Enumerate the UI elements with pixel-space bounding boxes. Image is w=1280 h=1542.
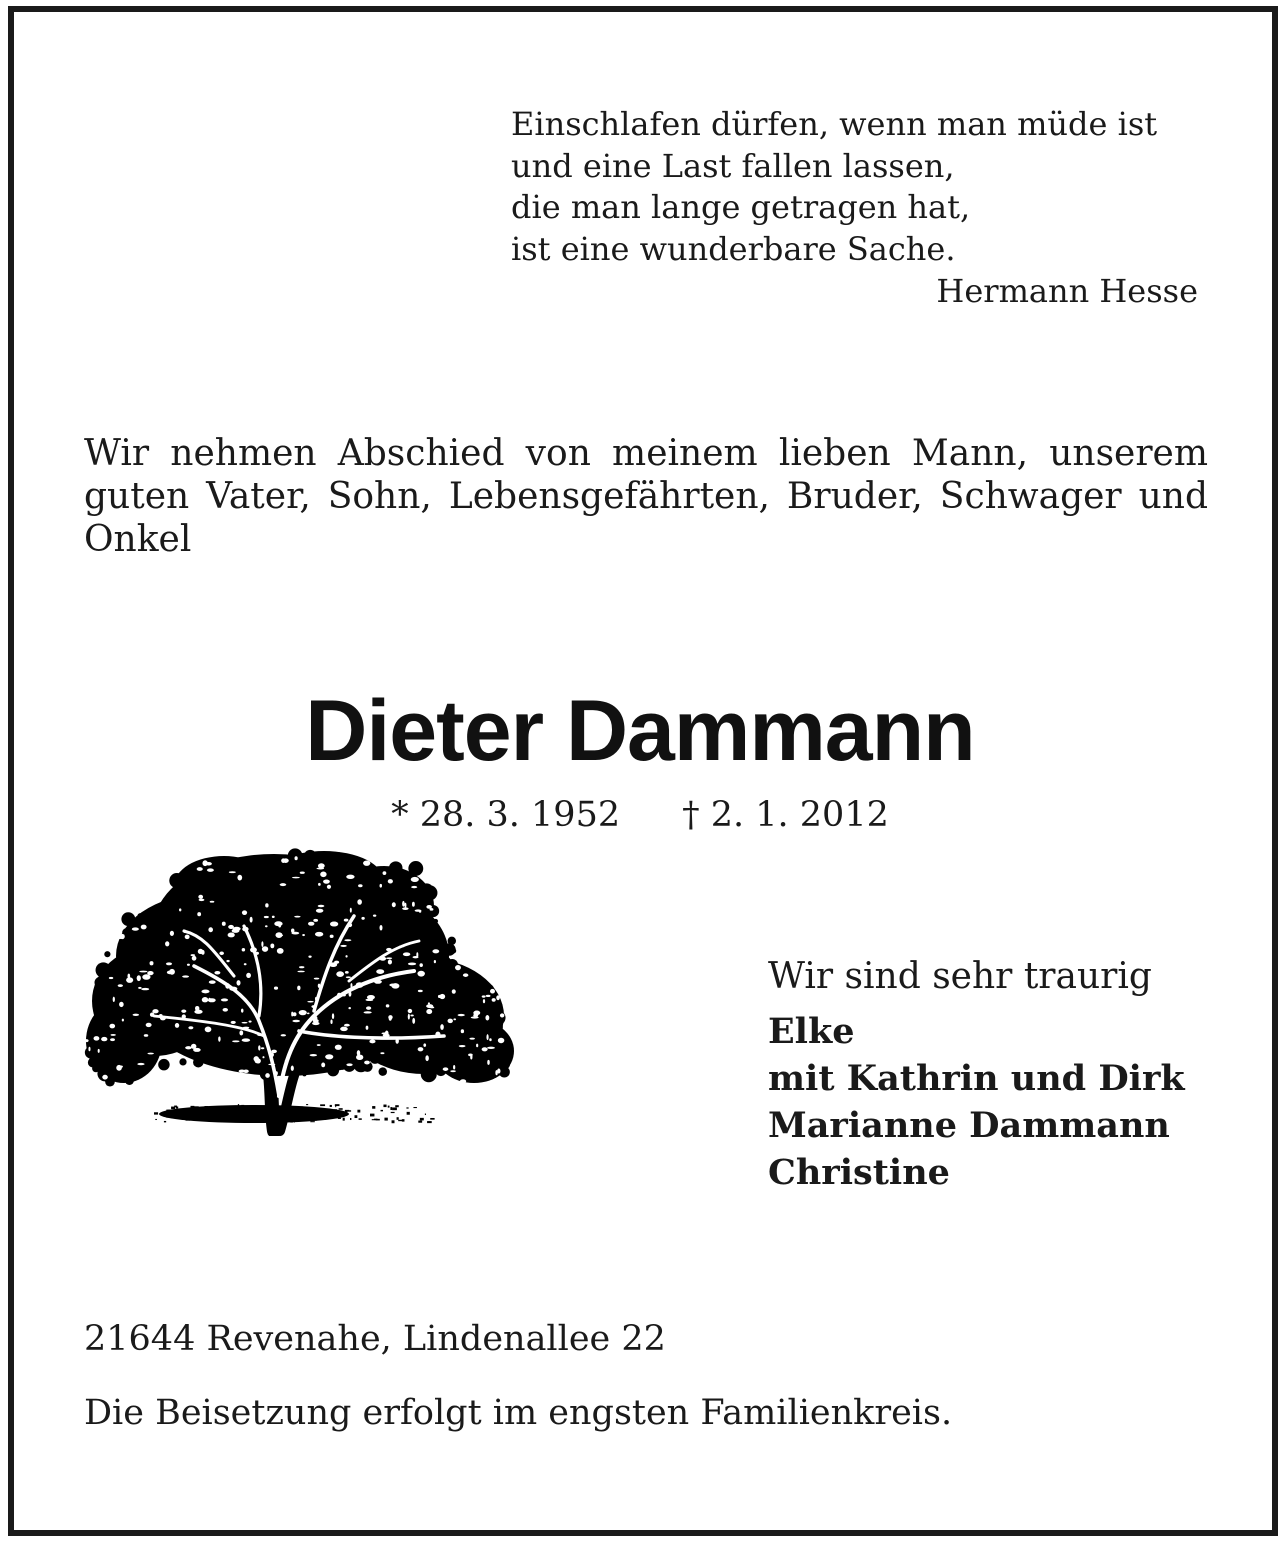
farewell-text: Wir nehmen Abschied von meinem lieben Mann, unserem guten Vater, Sohn, Lebensgefährten, Bruder, Schwager und Onkel (84, 433, 1208, 560)
deceased-name: Dieter Dammann (305, 683, 975, 779)
birth-date: * 28. 3. 1952 (391, 795, 621, 835)
mourner-name: Elke (768, 1011, 855, 1052)
tree-icon (84, 846, 518, 1136)
death-date: † 2. 1. 2012 (682, 795, 889, 835)
mourners-block (768, 954, 1218, 1196)
address: 21644 Revenahe, Lindenallee 22 (84, 1319, 666, 1359)
life-dates (0, 792, 1280, 838)
quote-author: Hermann Hesse (936, 272, 1198, 310)
quote-line: ist eine wunderbare Sache. (511, 229, 956, 268)
burial-note: Die Beisetzung erfolgt im engsten Familienkreis. (84, 1393, 953, 1433)
quote-block (511, 104, 1201, 313)
quote-line: die man lange getragen hat, (511, 188, 971, 226)
mourner-name: Marianne Dammann (768, 1105, 1170, 1146)
mourner-names (768, 1008, 1218, 1196)
quote-line: Einschlafen dürfen, wenn man müde ist (511, 105, 1158, 143)
mourners-intro: Wir sind sehr traurig (768, 956, 1152, 997)
mourner-name: mit Kathrin und Dirk (768, 1058, 1185, 1099)
mourner-name: Christine (768, 1152, 950, 1193)
quote-line: und eine Last fallen lassen, (511, 146, 955, 185)
